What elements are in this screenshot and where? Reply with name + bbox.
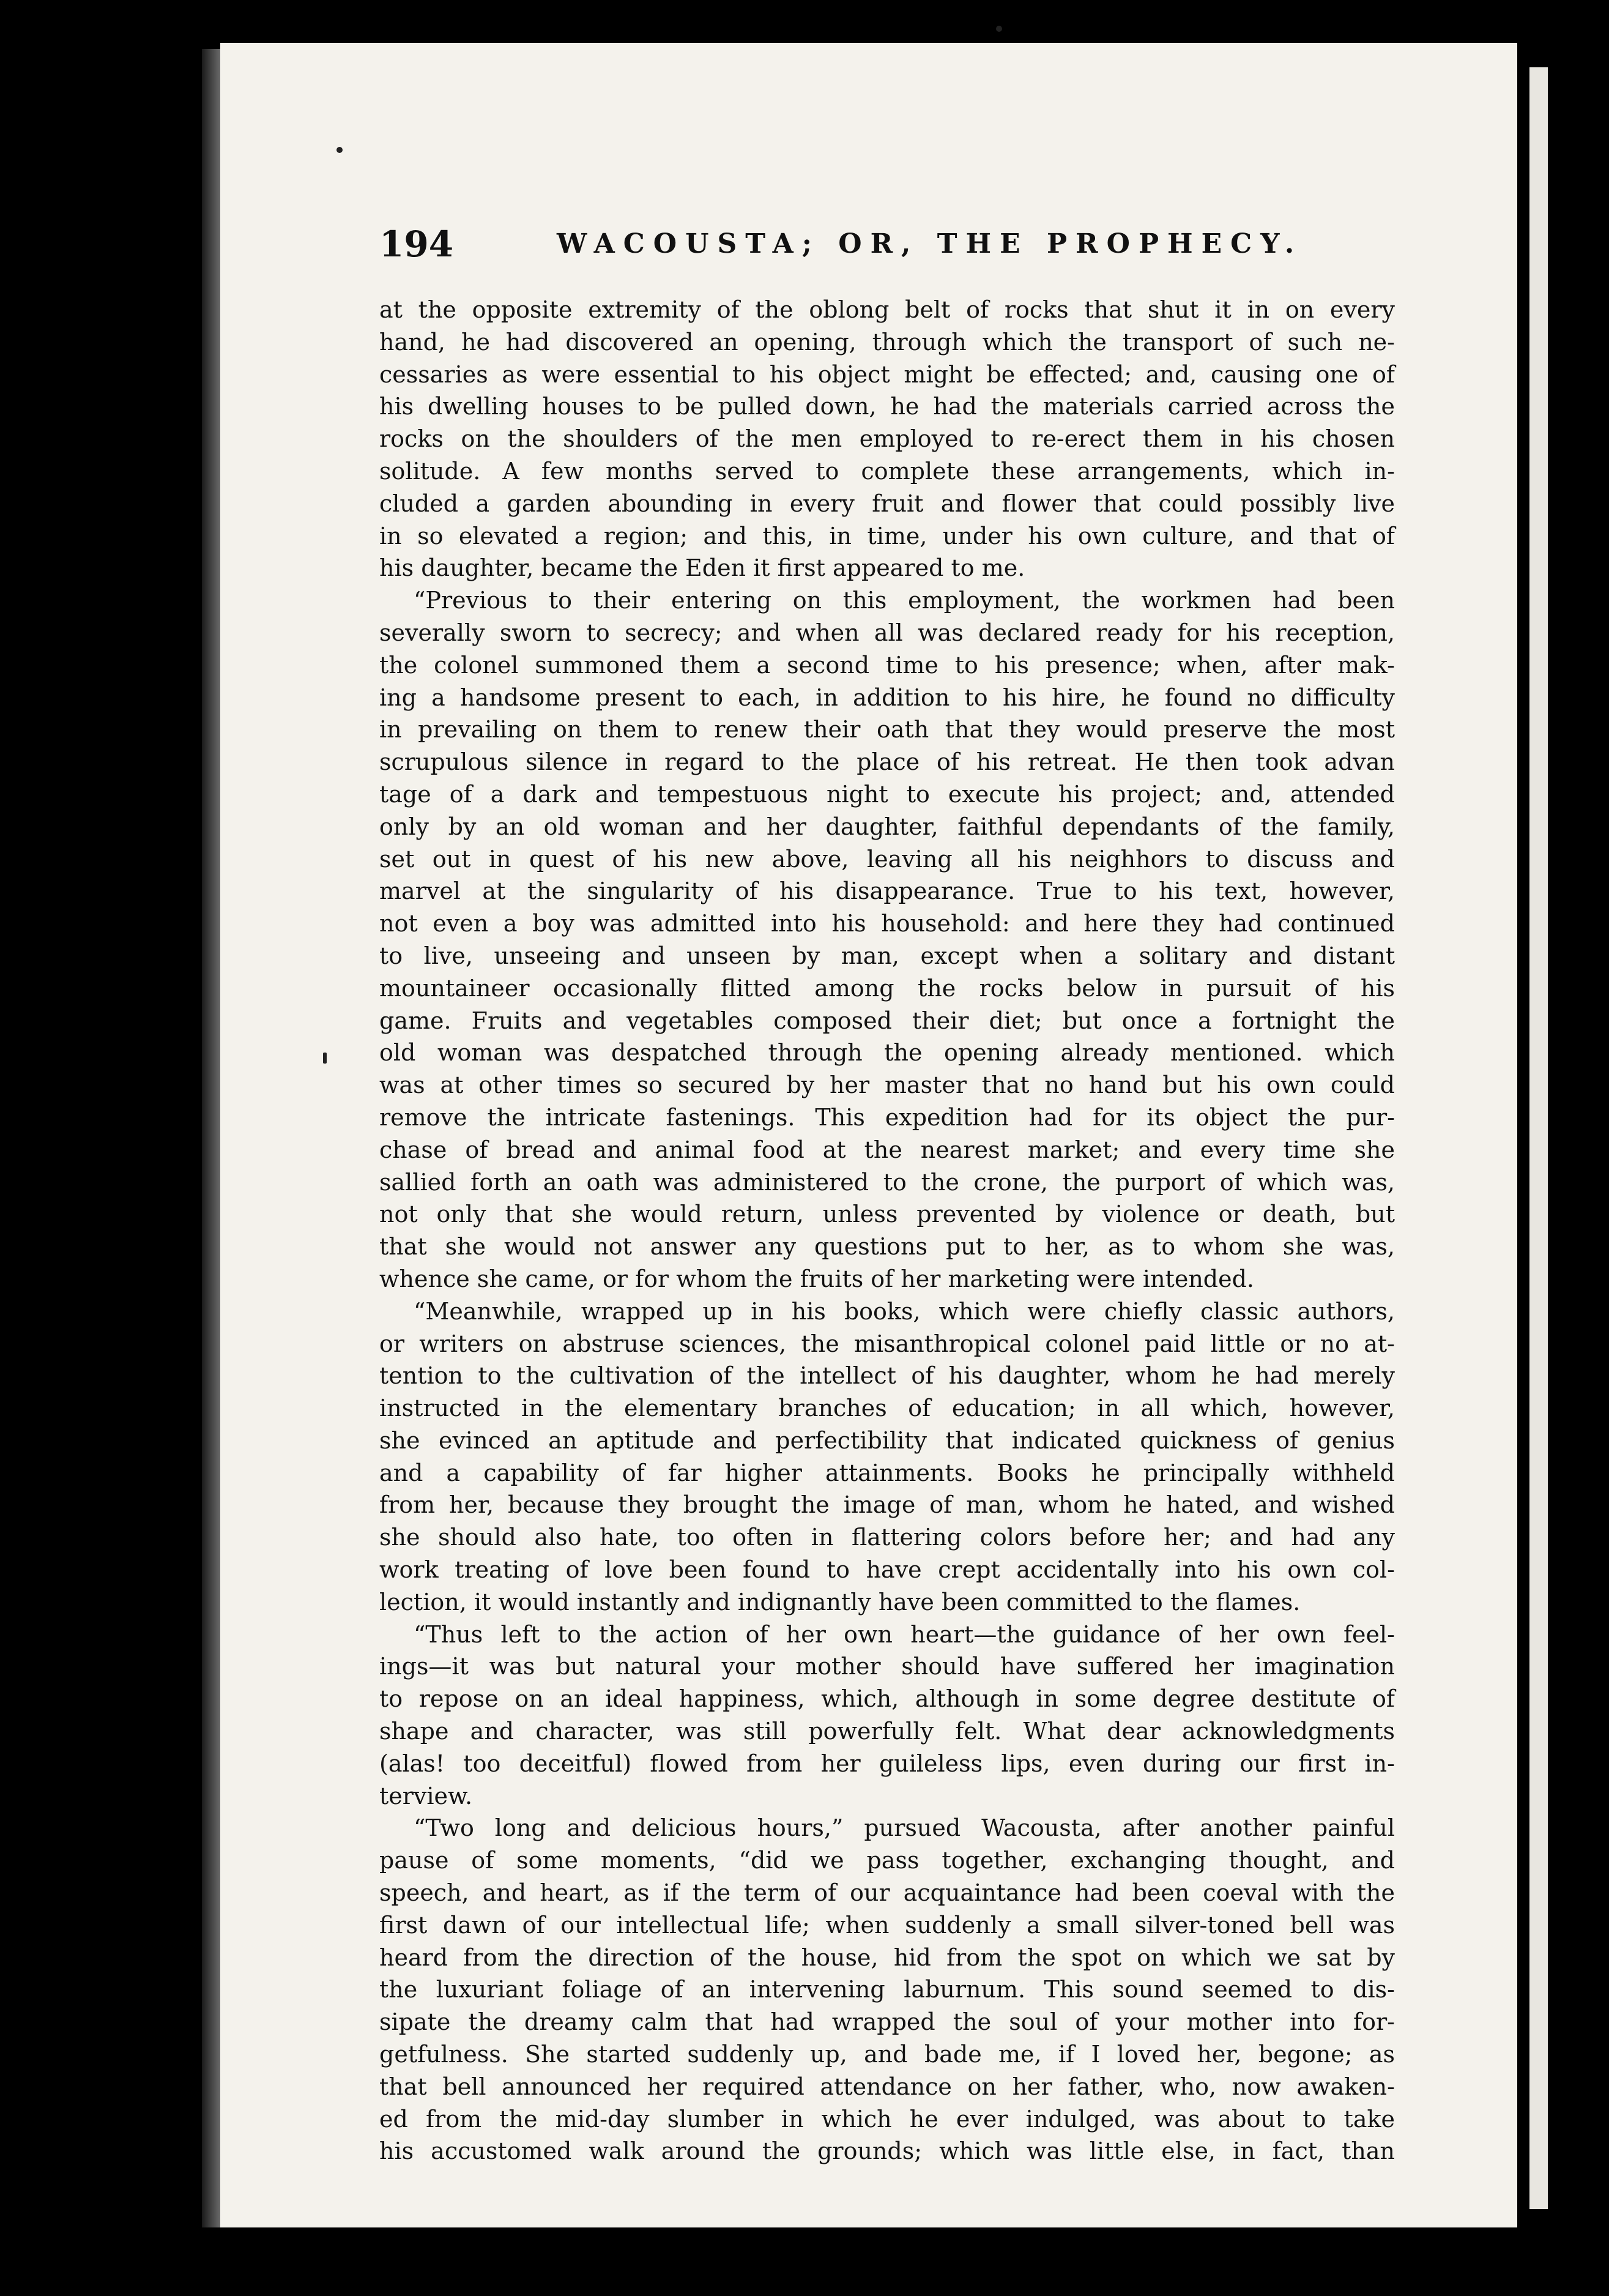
text-line: sallied forth an oath was administered to the crone, the purport of which was, — [379, 1168, 1395, 1196]
text-line: his daughter, became the Eden it first appeared to me. — [379, 554, 1025, 582]
text-line: severally sworn to secrecy; and when all was declared ready for his reception, — [379, 619, 1395, 646]
text-line: hand, he had discovered an opening, through which the transport of such ne- — [379, 328, 1395, 356]
text-line: tage of a dark and tempestuous night to execute his project; and, attended — [379, 780, 1395, 808]
page-header — [379, 223, 1303, 272]
running-head: WACOUSTA; OR, THE PROPHECY. — [557, 228, 1303, 259]
text-line: solitude. A few months served to complete these arrangements, which in- — [379, 457, 1395, 485]
text-line: “Two long and delicious hours,” pursued Wacousta, after another painful — [414, 1814, 1395, 1842]
text-line: to live, unseeing and unseen by man, except when a solitary and distant — [379, 942, 1395, 969]
text-line: chase of bread and animal food at the nearest market; and every time she — [379, 1136, 1395, 1163]
facing-page-edge — [1529, 67, 1548, 2209]
text-line: that she would not answer any questions put to her, as to whom she was, — [379, 1233, 1395, 1261]
text-line: (alas! too deceitful) flowed from her guileless lips, even during our first in- — [379, 1750, 1395, 1777]
text-line: she evinced an aptitude and perfectibility that indicated quickness of genius — [379, 1426, 1395, 1454]
text-line: “Previous to their entering on this employment, the workmen had been — [414, 587, 1395, 614]
text-line: and a capability of far higher attainments. Books he principally withheld — [379, 1459, 1395, 1486]
text-line: at the opposite extremity of the oblong belt of rocks that shut it in on every — [379, 296, 1395, 323]
text-line: marvel at the singularity of his disappearance. True to his text, however, — [379, 878, 1395, 905]
text-line: heard from the direction of the house, hid from the spot on which we sat by — [379, 1944, 1395, 1971]
text-line: tention to the cultivation of the intellect of his daughter, whom he had merely — [379, 1362, 1395, 1390]
text-line: speech, and heart, as if the term of our acquaintance had been coeval with the — [379, 1879, 1395, 1907]
text-line: terview. — [379, 1782, 473, 1810]
text-line: cessaries as were essential to his object might be effected; and, causing one of — [379, 360, 1395, 388]
text-line: set out in quest of his new above, leaving all his neighhors to discuss and — [379, 845, 1395, 873]
text-line: whence she came, or for whom the fruits of her marketing were intended. — [379, 1265, 1255, 1292]
text-line: from her, because they brought the image of man, whom he hated, and wished — [379, 1491, 1395, 1519]
text-line: the luxuriant foliage of an intervening laburnum. This sound seemed to dis- — [379, 1976, 1395, 2003]
page-number: 194 — [379, 223, 454, 265]
text-line: shape and character, was still powerfully felt. What dear acknowledgments — [379, 1718, 1395, 1745]
text-line: getfulness. She started suddenly up, and bade me, if I loved her, begone; as — [379, 2041, 1395, 2068]
text-line: rocks on the shoulders of the men employed to re-erect them in his chosen — [379, 425, 1395, 453]
text-line: old woman was despatched through the opening already mentioned. which — [379, 1039, 1395, 1067]
text-line: his accustomed walk around the grounds; which was little else, in fact, than — [379, 2138, 1395, 2165]
text-line: mountaineer occasionally flitted among the rocks below in pursuit of his — [379, 974, 1395, 1002]
text-line: scrupulous silence in regard to the place of his retreat. He then took advan — [379, 748, 1395, 776]
text-line: only by an old woman and her daughter, faithful dependants of the family, — [379, 813, 1395, 840]
body-text — [379, 294, 1395, 2167]
text-line: that bell announced her required attendance on her father, who, now awaken- — [379, 2073, 1395, 2100]
text-line: instructed in the elementary branches of education; in all which, however, — [379, 1395, 1395, 1422]
text-line: sipate the dreamy calm that had wrapped the soul of your mother into for- — [379, 2008, 1395, 2036]
text-line: ings—it was but natural your mother should have suffered her imagination — [379, 1653, 1395, 1680]
text-line: in prevailing on them to renew their oath that they would preserve the most — [379, 716, 1395, 744]
margin-dot — [336, 147, 343, 153]
text-line: his dwelling houses to be pulled down, he had the materials carried across the — [379, 393, 1395, 420]
text-line: was at other times so secured by her master that no hand but his own could — [379, 1072, 1395, 1099]
text-line: “Meanwhile, wrapped up in his books, which were chiefly classic authors, — [414, 1297, 1395, 1325]
text-line: first dawn of our intellectual life; when suddenly a small silver-toned bell was — [379, 1911, 1395, 1939]
text-line: lection, it would instantly and indignantly have been committed to the flames. — [379, 1588, 1301, 1616]
text-line: the colonel summoned them a second time to his presence; when, after mak- — [379, 651, 1395, 679]
margin-dot — [323, 1053, 327, 1064]
text-line: remove the intricate fastenings. This expedition had for its object the pur- — [379, 1103, 1395, 1131]
margin-dot — [996, 26, 1002, 32]
text-line: in so elevated a region; and this, in time, under his own culture, and that of — [379, 522, 1395, 550]
text-line: ed from the mid-day slumber in which he ever indulged, was about to take — [379, 2105, 1395, 2133]
text-line: “Thus left to the action of her own heart—the guidance of her own feel- — [414, 1620, 1395, 1648]
text-line: not only that she would return, unless prevented by violence or death, but — [379, 1201, 1395, 1228]
text-line: ing a handsome present to each, in addition to his hire, he found no difficulty — [379, 684, 1395, 711]
text-line: work treating of love been found to have crept accidentally into his own col- — [379, 1556, 1395, 1584]
text-line: or writers on abstruse sciences, the misanthropical colonel paid little or no at- — [379, 1330, 1395, 1357]
text-line: cluded a garden abounding in every fruit and flower that could possibly live — [379, 490, 1395, 517]
text-line: to repose on an ideal happiness, which, although in some degree destitute of — [379, 1685, 1395, 1713]
text-line: she should also hate, too often in flattering colors before her; and had any — [379, 1524, 1395, 1551]
text-line: not even a boy was admitted into his household: and here they had continued — [379, 910, 1395, 937]
text-line: game. Fruits and vegetables composed their diet; but once a fortnight the — [379, 1007, 1395, 1034]
text-line: pause of some moments, “did we pass together, exchanging thought, and — [379, 1847, 1395, 1874]
